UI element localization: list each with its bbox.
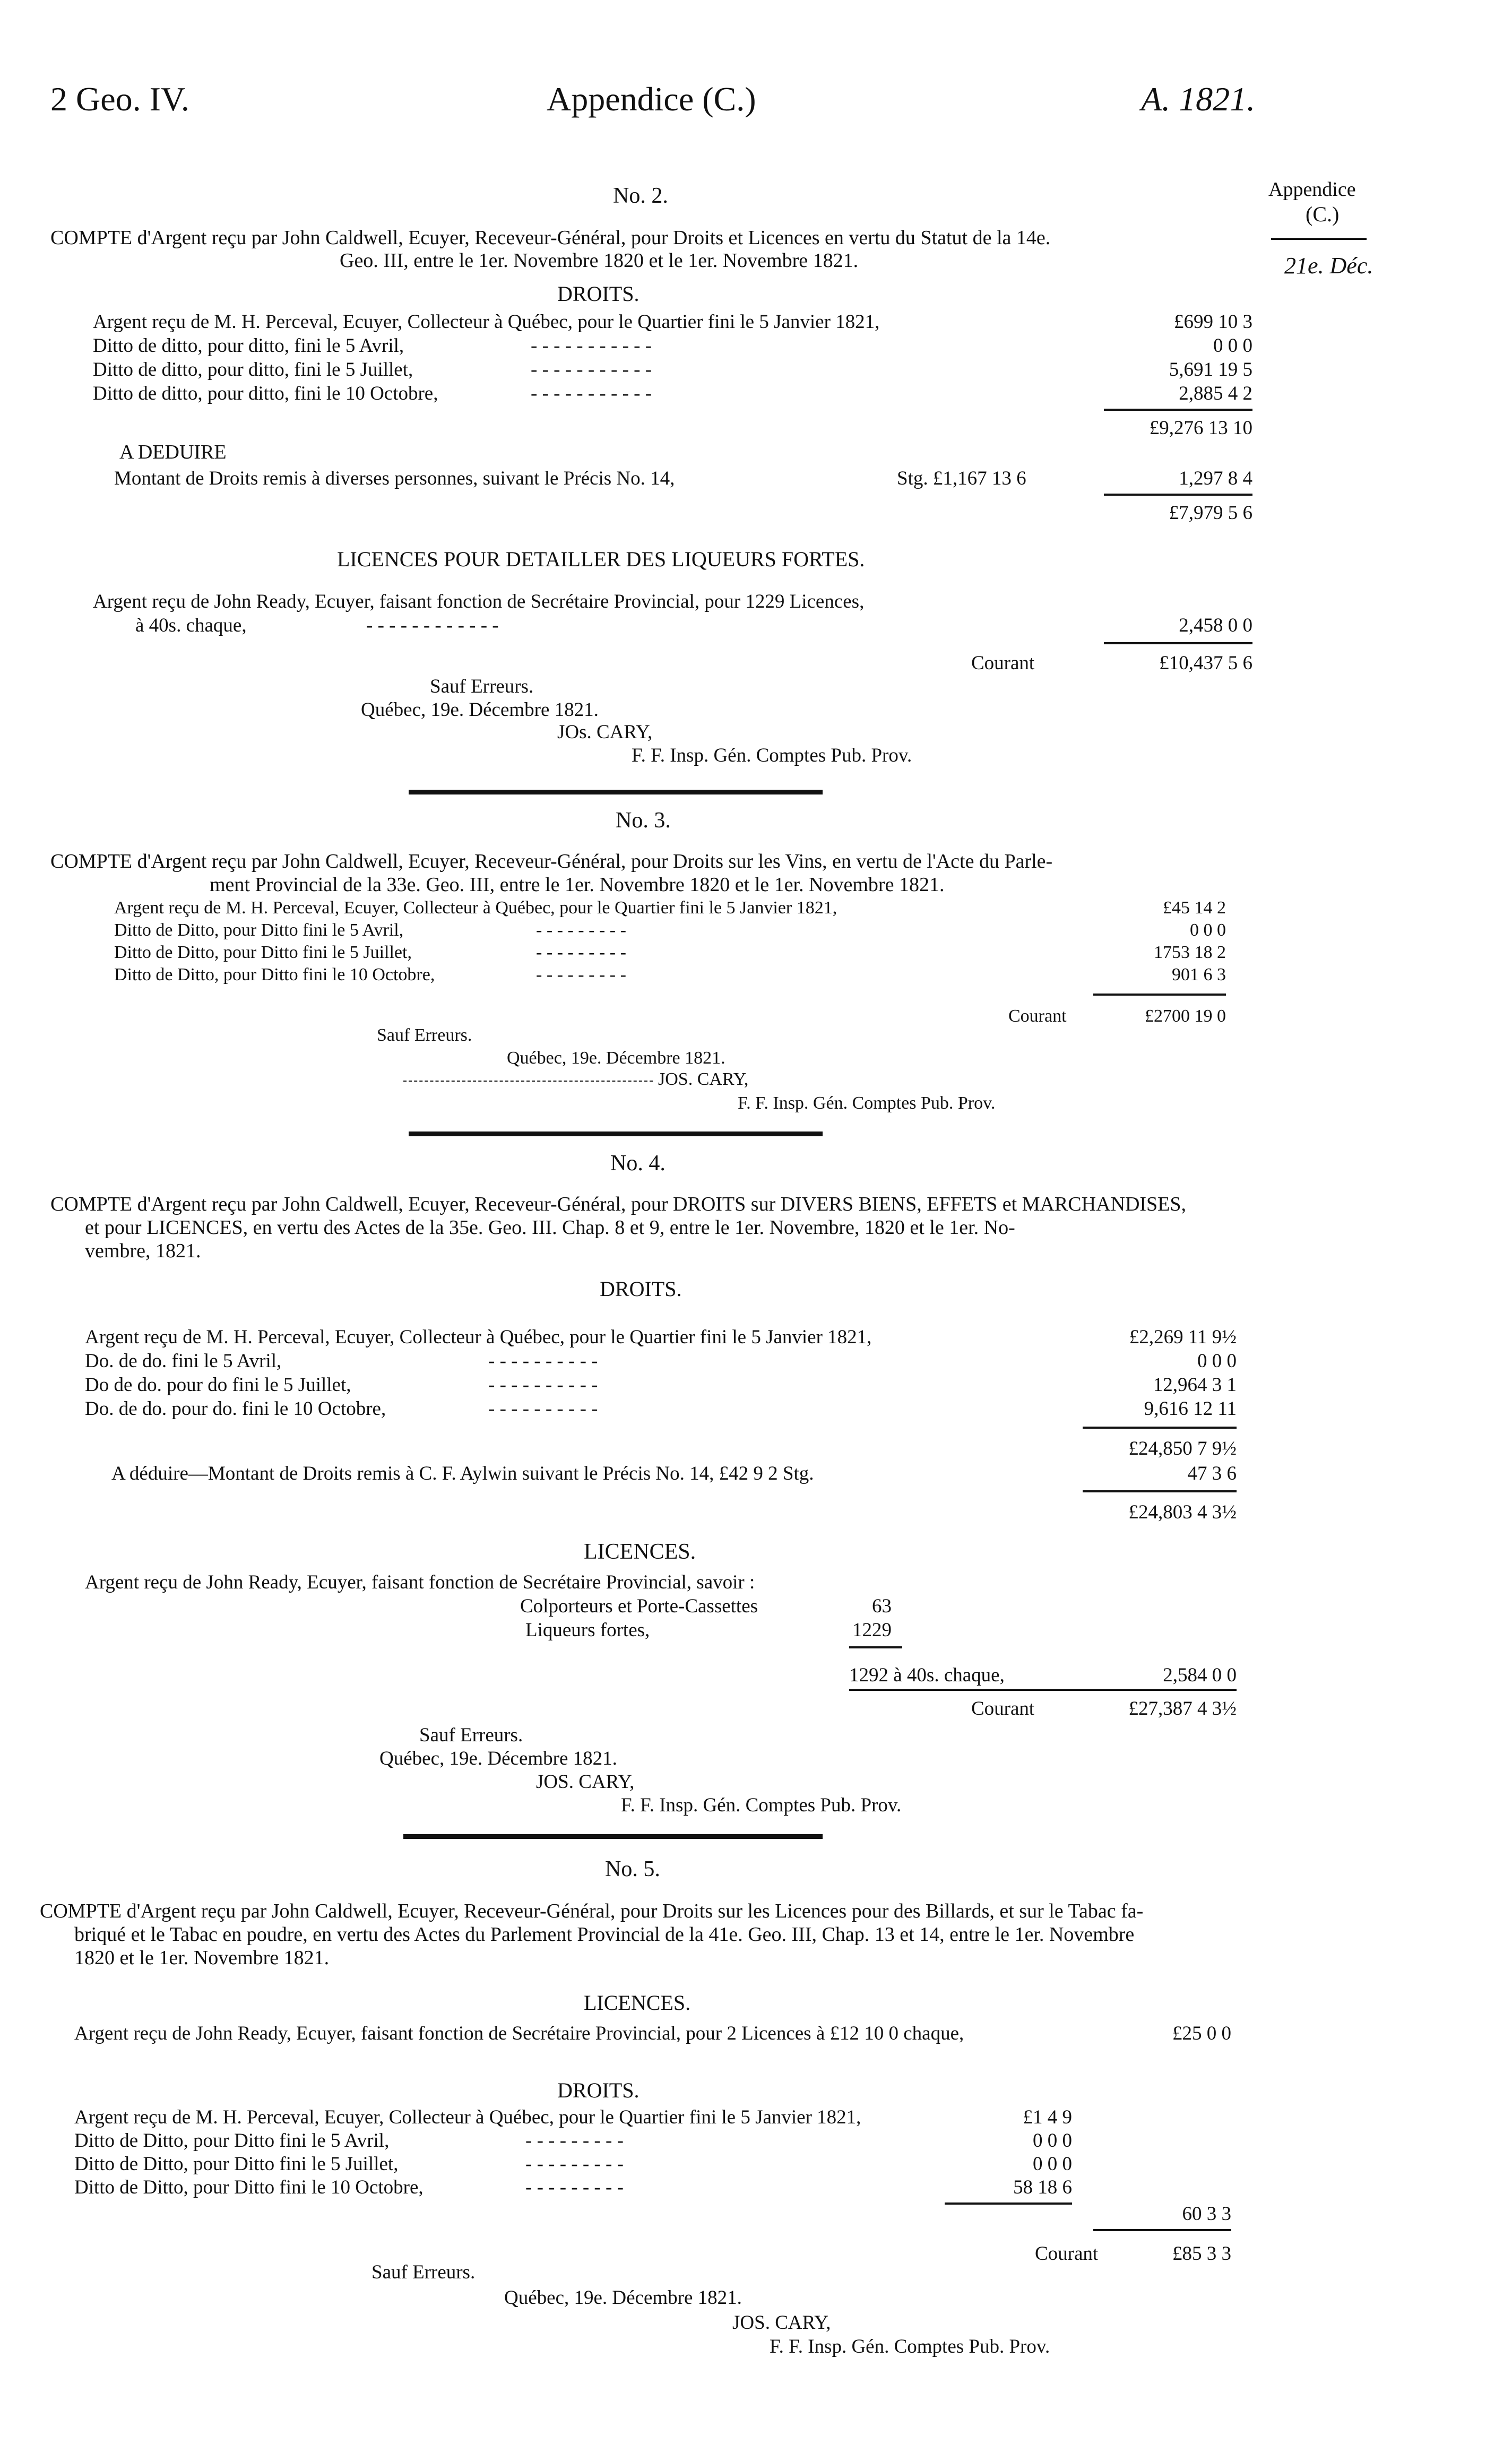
ledger-row-label: Ditto de ditto, pour ditto, fini le 5 Juillet, [93, 359, 413, 381]
intro-line-2: briqué et le Tabac en poudre, en vertu des Actes du Parlement Provincial de la 41e. Geo. III, Chap. 13 et 14, entre le 1er. Novembre [74, 1923, 1135, 1946]
signature-date: Québec, 19e. Décembre 1821. [379, 1748, 617, 1769]
licence-label: Argent reçu de John Ready, Ecuyer, faisant fonction de Secrétaire Provincial, savoir : [85, 1571, 755, 1593]
courant-label: Courant [971, 1698, 1035, 1720]
signature-date: Québec, 19e. Décembre 1821. [361, 699, 599, 721]
ledger-row-amount: 0 0 0 [1213, 335, 1252, 357]
ledger-row-label: Ditto de Ditto, pour Ditto fini le 5 Avril, [74, 2130, 390, 2152]
ledger-row-label: Ditto de Ditto, pour Ditto fini le 5 Juillet, [114, 943, 412, 962]
header-center: Appendice (C.) [547, 80, 756, 118]
sum-rule [1083, 1490, 1237, 1492]
deduire-label: A déduire—Montant de Droits remis à C. F. Aylwin suivant le Précis No. 14, £42 9 2 Stg. [111, 1463, 814, 1484]
signer-name: JOS. CARY, [732, 2312, 831, 2334]
intro-line-1: COMPTE d'Argent reçu par John Caldwell, Ecuyer, Receveur-Général, pour DROITS sur DIVERS BIENS, EFFETS et MARCHANDISES, [50, 1193, 1187, 1215]
ledger-row-amount: £2,269 11 9½ [1129, 1326, 1237, 1348]
section-title: No. 4. [610, 1151, 666, 1176]
margin-c: (C.) [1306, 202, 1340, 226]
ledger-row-amount: 1753 18 2 [1154, 943, 1226, 962]
ledger-row-amount: 2,885 4 2 [1179, 383, 1252, 404]
leader-dashes: - - - - - - - - - [536, 920, 626, 940]
ledger-row-label: Ditto de ditto, pour ditto, fini le 5 Avril, [93, 335, 404, 357]
licence-amount: 2,458 0 0 [1179, 615, 1252, 636]
ledger-row-label: Ditto de Ditto, pour Ditto fini le 10 Octobre, [114, 965, 435, 984]
licence-label-2: à 40s. chaque, [135, 615, 247, 636]
margin-date: 21e. Déc. [1284, 253, 1373, 279]
subtotal-amount: £9,276 13 10 [1149, 417, 1252, 439]
signature-line [403, 1081, 653, 1082]
ledger-row-amount: 5,691 19 5 [1169, 359, 1252, 381]
section-divider [403, 1834, 823, 1839]
ledger-row-label: Ditto de ditto, pour ditto, fini le 10 Octobre, [93, 383, 438, 404]
leader-dashes: - - - - - - - - - - [488, 1398, 598, 1420]
signer-office: F. F. Insp. Gén. Comptes Pub. Prov. [621, 1794, 902, 1816]
intro-line-3: vembre, 1821. [85, 1240, 201, 1262]
leader-dashes: - - - - - - - - - - - [531, 383, 652, 404]
intro-line-3: 1820 et le 1er. Novembre 1821. [74, 1947, 330, 1969]
licence-label-1: Argent reçu de John Ready, Ecuyer, faisant fonction de Secrétaire Provincial, pour 1229 Licences, [93, 591, 865, 612]
leader-dashes: - - - - - - - - - [525, 2130, 624, 2152]
sum-rule [1104, 409, 1252, 411]
courant-label: Courant [1035, 2243, 1099, 2265]
sum-rule [849, 1646, 902, 1648]
sauf-erreurs: Sauf Erreurs. [430, 676, 534, 697]
signer-office: F. F. Insp. Gén. Comptes Pub. Prov. [738, 1093, 996, 1113]
signer-office: F. F. Insp. Gén. Comptes Pub. Prov. [632, 745, 912, 766]
licences-heading: LICENCES. [584, 1540, 696, 1564]
deduire-heading: A DEDUIRE [119, 441, 227, 463]
section-title: No. 2. [613, 184, 668, 208]
deduire-label: Montant de Droits remis à diverses personnes, suivant le Précis No. 14, [114, 468, 675, 489]
deduire-amount: 1,297 8 4 [1179, 468, 1252, 489]
ledger-row-label: Argent reçu de M. H. Perceval, Ecuyer, Collecteur à Québec, pour le Quartier fini le 5 Janvier 1821, [93, 311, 880, 333]
sauf-erreurs: Sauf Erreurs. [377, 1025, 472, 1045]
intro-line-2: et pour LICENCES, en vertu des Actes de la 35e. Geo. III. Chap. 8 et 9, entre le 1er. Novembre, 1820 et le 1er. No- [85, 1216, 1015, 1239]
signature-date: Québec, 19e. Décembre 1821. [507, 1048, 725, 1068]
droits-total: 60 3 3 [1182, 2203, 1231, 2225]
intro-line-2: ment Provincial de la 33e. Geo. III, entre le 1er. Novembre 1820 et le 1er. Novembre 1821. [210, 874, 945, 896]
ledger-row-amount: 901 6 3 [1172, 965, 1226, 984]
ledger-row-amount: £1 4 9 [1023, 2106, 1072, 2128]
intro-line-1: COMPTE d'Argent reçu par John Caldwell, Ecuyer, Receveur-Général, pour Droits sur les Vins, en vertu de l'Acte du Parle- [50, 850, 1053, 873]
ledger-row-amount: 0 0 0 [1197, 1350, 1237, 1372]
licences-heading: LICENCES POUR DETAILLER DES LIQUEURS FORTES. [337, 547, 865, 571]
ledger-row-amount: 58 18 6 [1013, 2176, 1072, 2198]
intro-line-1: COMPTE d'Argent reçu par John Caldwell, Ecuyer, Receveur-Général, pour Droits sur les Licences pour des Billards, et sur le Tabac fa- [40, 1900, 1144, 1922]
courant-amount: £2700 19 0 [1145, 1006, 1226, 1026]
ledger-row-label: Do. de do. pour do. fini le 10 Octobre, [85, 1398, 386, 1420]
leader-dashes: - - - - - - - - - [536, 965, 626, 984]
ledger-row-label: Ditto de Ditto, pour Ditto fini le 5 Avril, [114, 920, 404, 940]
signer-office: F. F. Insp. Gén. Comptes Pub. Prov. [770, 2336, 1050, 2357]
signature-date: Québec, 19e. Décembre 1821. [504, 2287, 742, 2309]
droits-heading: DROITS. [557, 2078, 640, 2102]
courant-label: Courant [1008, 1006, 1067, 1026]
droits-heading: DROITS. [600, 1277, 682, 1301]
leader-dashes: - - - - - - - - - - [488, 1350, 598, 1372]
section-title: No. 5. [605, 1857, 660, 1881]
ledger-row-amount: 0 0 0 [1190, 920, 1226, 940]
licence-label: Argent reçu de John Ready, Ecuyer, faisant fonction de Secrétaire Provincial, pour 2 Licences à £12 10 0 chaque, [74, 2023, 964, 2044]
leader-dashes: - - - - - - - - - - - [531, 335, 652, 357]
licence-item-count: 63 [872, 1595, 892, 1617]
deduire-sterling: Stg. £1,167 13 6 [897, 468, 1026, 489]
licences-heading: LICENCES. [584, 1991, 691, 2015]
ledger-row-label: Ditto de Ditto, pour Ditto fini le 5 Juillet, [74, 2153, 399, 2175]
licence-item-label: Liqueurs fortes, [525, 1619, 650, 1641]
sum-rule [1093, 994, 1226, 996]
leader-dashes: - - - - - - - - - - [488, 1374, 598, 1396]
ledger-row-label: Do de do. pour do fini le 5 Juillet, [85, 1374, 351, 1396]
intro-line-2: Geo. III, entre le 1er. Novembre 1820 et le 1er. Novembre 1821. [340, 249, 859, 272]
section-divider [409, 1132, 823, 1136]
margin-brace [1271, 238, 1367, 240]
licence-amount: £25 0 0 [1172, 2023, 1231, 2044]
sum-rule [1104, 494, 1252, 496]
licence-item-label: Colporteurs et Porte-Cassettes [520, 1595, 758, 1617]
ledger-row-amount: 0 0 0 [1033, 2130, 1072, 2152]
courant-amount: £85 3 3 [1172, 2243, 1231, 2265]
ledger-row-amount: £45 14 2 [1163, 898, 1226, 918]
net-amount: £7,979 5 6 [1169, 502, 1252, 524]
intro-line-1: COMPTE d'Argent reçu par John Caldwell, Ecuyer, Receveur-Général, pour Droits et Licences en vertu du Statut de la 14e. [50, 227, 1051, 249]
ledger-row-label: Argent reçu de M. H. Perceval, Ecuyer, Collecteur à Québec, pour le Quartier fini le 5 Janvier 1821, [85, 1326, 872, 1348]
ledger-row-amount: £699 10 3 [1174, 311, 1252, 333]
signer-name: JOS. CARY, [536, 1771, 635, 1793]
licence-total-label: 1292 à 40s. chaque, [849, 1664, 1005, 1686]
leader-dashes: - - - - - - - - - [536, 943, 626, 962]
ledger-row-amount: 12,964 3 1 [1153, 1374, 1237, 1396]
header-right: A. 1821. [1141, 80, 1256, 118]
courant-amount: £27,387 4 3½ [1128, 1698, 1237, 1720]
ledger-row-label: Ditto de Ditto, pour Ditto fini le 10 Octobre, [74, 2176, 424, 2198]
signer-name: JOs. CARY, [557, 721, 653, 743]
licence-item-count: 1229 [852, 1619, 892, 1641]
header-left: 2 Geo. IV. [50, 80, 189, 118]
leader-dashes: - - - - - - - - - - - - [366, 615, 499, 636]
courant-amount: £10,437 5 6 [1159, 652, 1252, 674]
sum-rule [1104, 642, 1252, 644]
net-amount: £24,803 4 3½ [1128, 1501, 1237, 1523]
signer-name: JOS. CARY, [658, 1069, 749, 1089]
ledger-row-amount: 0 0 0 [1033, 2153, 1072, 2175]
sauf-erreurs: Sauf Erreurs. [371, 2261, 476, 2283]
deduire-amount: 47 3 6 [1187, 1463, 1237, 1484]
ledger-row-label: Argent reçu de M. H. Perceval, Ecuyer, Collecteur à Québec, pour le Quartier fini le 5 Janvier 1821, [114, 898, 837, 918]
sum-rule [849, 1689, 1237, 1691]
ledger-row-label: Do. de do. fini le 5 Avril, [85, 1350, 282, 1372]
sauf-erreurs: Sauf Erreurs. [419, 1724, 523, 1746]
subtotal-amount: £24,850 7 9½ [1128, 1438, 1237, 1459]
sum-rule [1083, 1427, 1237, 1429]
licence-amount: 2,584 0 0 [1163, 1664, 1237, 1686]
ledger-row-label: Argent reçu de M. H. Perceval, Ecuyer, Collecteur à Québec, pour le Quartier fini le 5 Janvier 1821, [74, 2106, 861, 2128]
margin-appendice: Appendice [1268, 178, 1356, 201]
sum-rule [945, 2202, 1072, 2205]
courant-label: Courant [971, 652, 1035, 674]
leader-dashes: - - - - - - - - - [525, 2176, 624, 2198]
section-divider [409, 790, 823, 794]
ledger-row-amount: 9,616 12 11 [1144, 1398, 1237, 1420]
droits-heading: DROITS. [557, 282, 640, 306]
leader-dashes: - - - - - - - - - [525, 2153, 624, 2175]
leader-dashes: - - - - - - - - - - - [531, 359, 652, 381]
sum-rule [1093, 2229, 1231, 2231]
section-title: No. 3. [616, 808, 671, 833]
